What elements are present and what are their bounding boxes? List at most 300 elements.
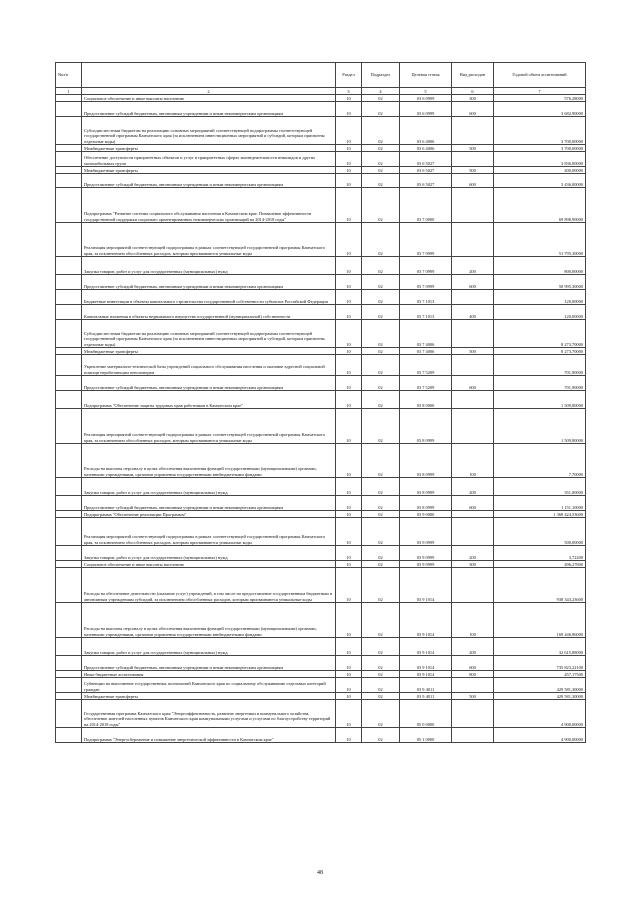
subsection-code: 02 <box>362 656 400 671</box>
section-code: 10 <box>336 496 362 511</box>
section-code: 10 <box>336 290 362 305</box>
column-number: 6 <box>452 88 494 95</box>
number-cell <box>56 561 82 568</box>
expense-type-code <box>452 728 494 743</box>
target-article-code: 03 6 5027 <box>400 152 452 167</box>
header-section: Раздел <box>336 63 362 88</box>
section-code: 10 <box>336 409 362 444</box>
target-article-code: 03 9 1014 <box>400 656 452 671</box>
subsection-code: 02 <box>362 95 400 102</box>
expense-type-code: 600 <box>452 174 494 188</box>
number-cell <box>56 174 82 188</box>
line-item-name: Закупка товаров, работ и услуг для государственных (муниципальных) нужд <box>82 546 336 561</box>
target-article-code: 03 8 0000 <box>400 391 452 409</box>
table-row <box>56 511 586 518</box>
target-article-code: 03 9 4011 <box>400 693 452 700</box>
target-article-code: 03 9 1014 <box>400 671 452 678</box>
target-article-code: 03 7 5209 <box>400 376 452 391</box>
section-code: 10 <box>336 678 362 693</box>
annual-amount: 7,70000 <box>494 444 586 478</box>
annual-amount: 701,90000 <box>494 376 586 391</box>
table-row <box>56 444 586 478</box>
table-row <box>56 728 586 743</box>
subsection-code: 02 <box>362 546 400 561</box>
target-article-code: 03 9 1014 <box>400 638 452 656</box>
number-cell <box>56 603 82 638</box>
section-code: 10 <box>336 275 362 290</box>
number-cell <box>56 656 82 671</box>
subsection-code: 02 <box>362 305 400 320</box>
line-item-name: Социальное обеспечение и иные выплаты населению <box>82 561 336 568</box>
table-row <box>56 546 586 561</box>
annual-amount: 500,00000 <box>494 518 586 546</box>
section-code: 10 <box>336 603 362 638</box>
section-code: 10 <box>336 656 362 671</box>
target-article-code: 03 6 0999 <box>400 102 452 117</box>
section-code: 10 <box>336 568 362 603</box>
column-number: 2 <box>82 88 336 95</box>
annual-amount: 169 446,96000 <box>494 603 586 638</box>
table-row <box>56 355 586 376</box>
target-article-code: 03 7 4006 <box>400 320 452 348</box>
subsection-code: 02 <box>362 391 400 409</box>
subsection-code: 02 <box>362 376 400 391</box>
expense-type-code: 400 <box>452 305 494 320</box>
target-article-code: 03 9 0999 <box>400 546 452 561</box>
expense-type-code <box>452 188 494 223</box>
target-article-code: 03 7 0999 <box>400 275 452 290</box>
section-code: 10 <box>336 95 362 102</box>
subsection-code: 02 <box>362 638 400 656</box>
target-article-code: 03 7 0999 <box>400 257 452 275</box>
line-item-name: Расходы на обеспечение деятельности (оказание услуг) учреждений, в том числе на предоставление государственным бюджетным и автономным учреждениям субсидий, за исключением обособленных расходов, которым присваиваются уникальные коды <box>82 568 336 603</box>
line-item-name: Закупка товаров, работ и услуг для государственных (муниципальных) нужд <box>82 638 336 656</box>
annual-amount: 800,00000 <box>494 257 586 275</box>
target-article-code: 03 8 0999 <box>400 409 452 444</box>
target-article-code: 03 6 5027 <box>400 174 452 188</box>
page-number: 48 <box>317 870 323 876</box>
subsection-code: 02 <box>362 355 400 376</box>
target-article-code: 03 6 4006 <box>400 117 452 145</box>
expense-type-code: 500 <box>452 167 494 174</box>
subsection-code: 02 <box>362 145 400 152</box>
expense-type-code <box>452 320 494 348</box>
target-article-code: 03 7 0000 <box>400 188 452 223</box>
table-row <box>56 603 586 638</box>
number-cell <box>56 546 82 561</box>
expense-type-code: 200 <box>452 478 494 496</box>
number-cell <box>56 496 82 511</box>
table-row <box>56 188 586 223</box>
section-code: 10 <box>336 700 362 728</box>
line-item-name: Расходы на выплаты персоналу в целях обеспечения выполнения функций государственными (муниципальными) органами, казенными учреждениями, органами управления государственными внебюджетными фондами <box>82 444 336 478</box>
annual-amount: 4 900,00000 <box>494 700 586 728</box>
annual-amount: 8 273,70000 <box>494 348 586 355</box>
table-row <box>56 478 586 496</box>
section-code: 10 <box>336 546 362 561</box>
header-amount: Годовой объем ассигнований <box>494 63 586 88</box>
line-item-name: Предоставление субсидий бюджетным, автономным учреждениям и иным некоммерческим организациям <box>82 376 336 391</box>
budget-rows <box>56 95 586 743</box>
header-expense-type: Вид расходов <box>452 63 494 88</box>
column-number: 5 <box>400 88 452 95</box>
annual-amount: 701,90000 <box>494 355 586 376</box>
subsection-code: 02 <box>362 257 400 275</box>
subsection-code: 02 <box>362 275 400 290</box>
line-item-name: Межбюджетные трансферты <box>82 145 336 152</box>
header-number: №п/п <box>56 63 82 88</box>
section-code: 10 <box>336 693 362 700</box>
number-cell <box>56 320 82 348</box>
number-cell <box>56 152 82 167</box>
column-number: 1 <box>56 88 82 95</box>
number-cell <box>56 167 82 174</box>
line-item-name: Предоставление субсидий бюджетным, автономным учреждениям и иным некоммерческим организациям <box>82 174 336 188</box>
expense-type-code <box>452 117 494 145</box>
subsection-code: 02 <box>362 678 400 693</box>
section-code: 10 <box>336 478 362 496</box>
annual-amount: 3 700,00000 <box>494 145 586 152</box>
line-item-name: Обеспечение доступности приоритетных объектов и услуг в приоритетных сферах жизнедеятельности инвалидов и других маломобильных групп <box>82 152 336 167</box>
table-row <box>56 561 586 568</box>
target-article-code: 03 9 4011 <box>400 678 452 693</box>
table-row <box>56 671 586 678</box>
annual-amount: 938 343,23600 <box>494 568 586 603</box>
line-item-name: Субвенции на выполнение государственных полномочий Камчатского края по социальному обслуживанию отдельных категорий граждан <box>82 678 336 693</box>
number-cell <box>56 671 82 678</box>
expense-type-code: 200 <box>452 638 494 656</box>
section-code: 10 <box>336 671 362 678</box>
number-cell <box>56 145 82 152</box>
number-cell <box>56 376 82 391</box>
table-row <box>56 102 586 117</box>
annual-amount: 32 615,88000 <box>494 638 586 656</box>
section-code: 10 <box>336 518 362 546</box>
annual-amount: 120,00000 <box>494 290 586 305</box>
target-article-code: 03 8 0999 <box>400 478 452 496</box>
number-cell <box>56 511 82 518</box>
line-item-name: Межбюджетные трансферты <box>82 348 336 355</box>
annual-amount: 429 581,30000 <box>494 678 586 693</box>
target-article-code: 03 6 0999 <box>400 95 452 102</box>
line-item-name: Реализация мероприятий соответствующей подпрограммы в рамках соответствующей государственной программы Камчатского края, за исключением обособленных расходов, которым присваиваются уникальные коды <box>82 518 336 546</box>
line-item-name: Закупка товаров, работ и услуг для государственных (муниципальных) нужд <box>82 478 336 496</box>
subsection-code: 02 <box>362 102 400 117</box>
expense-type-code <box>452 290 494 305</box>
budget-table <box>55 62 586 743</box>
section-code: 10 <box>336 223 362 257</box>
target-article-code: 03 7 0999 <box>400 223 452 257</box>
table-row <box>56 409 586 444</box>
expense-type-code <box>452 355 494 376</box>
expense-type-code: 100 <box>452 603 494 638</box>
section-code: 10 <box>336 320 362 348</box>
line-item-name: Реализация мероприятий соответствующей подпрограммы в рамках соответствующей государственной программы Камчатского края, за исключением обособленных расходов, которым присваиваются уникальные коды <box>82 409 336 444</box>
subsection-code: 02 <box>362 152 400 167</box>
number-cell <box>56 275 82 290</box>
expense-type-code: 300 <box>452 561 494 568</box>
section-code: 10 <box>336 174 362 188</box>
header-name <box>82 63 336 88</box>
line-item-name: Реализация мероприятий соответствующей подпрограммы в рамках соответствующей государственной программы Камчатского края, за исключением обособленных расходов, которым присваиваются уникальные коды <box>82 223 336 257</box>
table-row <box>56 174 586 188</box>
subsection-code: 02 <box>362 568 400 603</box>
line-item-name: Подпрограмма "Энергосбережение и повышение энергетической эффективности в Камчатском крае" <box>82 728 336 743</box>
expense-type-code: 600 <box>452 376 494 391</box>
target-article-code: 03 6 5027 <box>400 167 452 174</box>
section-code: 10 <box>336 355 362 376</box>
expense-type-code: 600 <box>452 656 494 671</box>
line-item-name: Государственная программа Камчатского края "Энергоэффективность, развитие энергетики и коммунального хозяйства, обеспечение жителей населенных пунктов Камчатского края коммунальными услугами и услугами по благоустройству территорий на 2014-2018 годы" <box>82 700 336 728</box>
number-cell <box>56 409 82 444</box>
line-item-name: Межбюджетные трансферты <box>82 693 336 700</box>
section-code: 10 <box>336 145 362 152</box>
annual-amount: 1 151,10000 <box>494 496 586 511</box>
header-row <box>56 63 586 88</box>
number-cell <box>56 638 82 656</box>
annual-amount: 1 368 424,53600 <box>494 511 586 518</box>
annual-amount: 3 682,90000 <box>494 102 586 117</box>
column-number: 3 <box>336 88 362 95</box>
line-item-name: Расходы на выплаты персоналу в целях обеспечения выполнения функций государственными (муниципальными) органами, казенными учреждениями, органами управления государственными внебюджетными фондами <box>82 603 336 638</box>
subsection-code: 02 <box>362 117 400 145</box>
target-article-code: 03 9 1014 <box>400 603 452 638</box>
number-cell <box>56 478 82 496</box>
expense-type-code: 500 <box>452 145 494 152</box>
table-row <box>56 305 586 320</box>
expense-type-code <box>452 391 494 409</box>
number-cell <box>56 257 82 275</box>
subsection-code: 02 <box>362 290 400 305</box>
target-article-code: 03 9 0999 <box>400 518 452 546</box>
table-row <box>56 145 586 152</box>
line-item-name: Предоставление субсидий бюджетным, автономным учреждениям и иным некоммерческим организациям <box>82 496 336 511</box>
number-cell <box>56 290 82 305</box>
annual-amount: 3 836,00000 <box>494 152 586 167</box>
section-code: 10 <box>336 117 362 145</box>
table-row <box>56 223 586 257</box>
section-code: 10 <box>336 188 362 223</box>
line-item-name: Подпрограмма "Обеспечение реализации Программы" <box>82 511 336 518</box>
line-item-name: Социальное обеспечение и иные выплаты населению <box>82 95 336 102</box>
number-cell <box>56 223 82 257</box>
number-cell <box>56 444 82 478</box>
table-row <box>56 290 586 305</box>
number-cell <box>56 700 82 728</box>
number-cell <box>56 568 82 603</box>
annual-amount: 1 509,80000 <box>494 409 586 444</box>
annual-amount: 457,17500 <box>494 671 586 678</box>
annual-amount: 1 509,80000 <box>494 391 586 409</box>
table-row <box>56 275 586 290</box>
section-code: 10 <box>336 305 362 320</box>
annual-amount: 50 995,30000 <box>494 275 586 290</box>
subsection-code: 02 <box>362 728 400 743</box>
subsection-code: 02 <box>362 444 400 478</box>
section-code: 10 <box>336 511 362 518</box>
table-row <box>56 678 586 693</box>
expense-type-code <box>452 511 494 518</box>
target-article-code: 03 7 4006 <box>400 348 452 355</box>
target-article-code: 05 1 0000 <box>400 728 452 743</box>
annual-amount: 429 581,30000 <box>494 693 586 700</box>
number-cell <box>56 678 82 693</box>
target-article-code: 03 6 4006 <box>400 145 452 152</box>
table-row <box>56 700 586 728</box>
annual-amount: 576,28000 <box>494 95 586 102</box>
subsection-code: 02 <box>362 496 400 511</box>
subsection-code: 02 <box>362 223 400 257</box>
line-item-name: Предоставление субсидий бюджетным, автономным учреждениям и иным некоммерческим организациям <box>82 656 336 671</box>
section-code: 10 <box>336 257 362 275</box>
line-item-name: Иные бюджетные ассигнования <box>82 671 336 678</box>
annual-amount: 4 900,00000 <box>494 728 586 743</box>
target-article-code: 03 9 1014 <box>400 568 452 603</box>
subsection-code: 02 <box>362 518 400 546</box>
annual-amount: 120,00000 <box>494 305 586 320</box>
line-item-name: Закупка товаров, работ и услуг для государственных (муниципальных) нужд <box>82 257 336 275</box>
expense-type-code: 200 <box>452 257 494 275</box>
expense-type-code: 800 <box>452 671 494 678</box>
number-cell <box>56 728 82 743</box>
expense-type-code: 300 <box>452 95 494 102</box>
section-code: 10 <box>336 638 362 656</box>
expense-type-code <box>452 223 494 257</box>
section-code: 10 <box>336 376 362 391</box>
line-item-name: Подпрограмма "Обеспечение защиты трудовых прав работников в Камчатском крае" <box>82 391 336 409</box>
expense-type-code <box>452 152 494 167</box>
annual-amount: 735 823,22100 <box>494 656 586 671</box>
number-cell <box>56 117 82 145</box>
expense-type-code <box>452 518 494 546</box>
annual-amount: 8 273,70000 <box>494 320 586 348</box>
subsection-code: 02 <box>362 409 400 444</box>
section-code: 10 <box>336 167 362 174</box>
table-row <box>56 348 586 355</box>
section-code: 10 <box>336 348 362 355</box>
table-row <box>56 320 586 348</box>
expense-type-code: 600 <box>452 102 494 117</box>
table-row <box>56 257 586 275</box>
annual-amount: 3 436,00000 <box>494 174 586 188</box>
section-code: 10 <box>336 152 362 167</box>
target-article-code: 03 7 5209 <box>400 355 452 376</box>
subsection-code: 02 <box>362 188 400 223</box>
table-row <box>56 95 586 102</box>
column-number: 4 <box>362 88 400 95</box>
section-code: 10 <box>336 561 362 568</box>
section-code: 10 <box>336 728 362 743</box>
number-cell <box>56 355 82 376</box>
subsection-code: 02 <box>362 511 400 518</box>
line-item-name: Укрепление материально-технической базы учреждений социального обслуживания населения и оказание адресной социальной помощи неработающим пенсионерам <box>82 355 336 376</box>
column-number-row <box>56 88 586 95</box>
expense-type-code: 100 <box>452 444 494 478</box>
target-article-code: 03 8 0999 <box>400 496 452 511</box>
table-row <box>56 518 586 546</box>
number-cell <box>56 305 82 320</box>
budget-document <box>55 62 585 743</box>
line-item-name: Субсидии местным бюджетам на реализацию основных мероприятий соответствующей подпрограммы соответствующей государственной программы Камчатского края (за исключением инвестиционных мероприятий и субсидий, которым присвоены отдельные коды) <box>82 320 336 348</box>
annual-amount: 51 795,30000 <box>494 223 586 257</box>
expense-type-code: 500 <box>452 693 494 700</box>
number-cell <box>56 188 82 223</box>
number-cell <box>56 102 82 117</box>
line-item-name: Предоставление субсидий бюджетным, автономным учреждениям и иным некоммерческим организациям <box>82 102 336 117</box>
expense-type-code <box>452 409 494 444</box>
annual-amount: 3,72200 <box>494 546 586 561</box>
column-number: 7 <box>494 88 586 95</box>
expense-type-code: 500 <box>452 348 494 355</box>
subsection-code: 02 <box>362 478 400 496</box>
subsection-code: 02 <box>362 167 400 174</box>
number-cell <box>56 518 82 546</box>
subsection-code: 02 <box>362 700 400 728</box>
target-article-code: 03 9 0999 <box>400 561 452 568</box>
expense-type-code: 600 <box>452 496 494 511</box>
subsection-code: 02 <box>362 348 400 355</box>
table-row <box>56 167 586 174</box>
subsection-code: 02 <box>362 174 400 188</box>
header-subsection: Подраздел <box>362 63 400 88</box>
table-row <box>56 496 586 511</box>
number-cell <box>56 693 82 700</box>
subsection-code: 02 <box>362 561 400 568</box>
subsection-code: 02 <box>362 320 400 348</box>
section-code: 10 <box>336 444 362 478</box>
table-row <box>56 391 586 409</box>
annual-amount: 496,27800 <box>494 561 586 568</box>
expense-type-code: 600 <box>452 275 494 290</box>
expense-type-code <box>452 568 494 603</box>
table-row <box>56 638 586 656</box>
section-code: 10 <box>336 391 362 409</box>
target-article-code: 03 7 1013 <box>400 305 452 320</box>
number-cell <box>56 391 82 409</box>
table-row <box>56 152 586 167</box>
line-item-name: Бюджетные инвестиции в объекты капитального строительства государственной собственности субъектов Российской Федерации <box>82 290 336 305</box>
target-article-code: 03 9 0000 <box>400 511 452 518</box>
table-row <box>56 656 586 671</box>
subsection-code: 02 <box>362 693 400 700</box>
section-code: 10 <box>336 102 362 117</box>
header-target: Целевая статья <box>400 63 452 88</box>
expense-type-code <box>452 700 494 728</box>
expense-type-code <box>452 678 494 693</box>
target-article-code: 03 7 1013 <box>400 290 452 305</box>
line-item-name: Подпрограмма "Развитие системы социального обслуживания населения в Камчатском крае. Повышение эффективности государственной поддержки социально ориентированных некоммерческих организаций на 2014-2018 годы" <box>82 188 336 223</box>
table-row <box>56 376 586 391</box>
line-item-name: Межбюджетные трансферты <box>82 167 336 174</box>
line-item-name: Предоставление субсидий бюджетным, автономным учреждениям и иным некоммерческим организациям <box>82 275 336 290</box>
expense-type-code: 200 <box>452 546 494 561</box>
subsection-code: 02 <box>362 603 400 638</box>
annual-amount: 351,00000 <box>494 478 586 496</box>
number-cell <box>56 95 82 102</box>
line-item-name: Капитальные вложения в объекты недвижимого имущества государственной (муниципальной) собственности <box>82 305 336 320</box>
annual-amount: 3 700,00000 <box>494 117 586 145</box>
target-article-code: 05 0 0000 <box>400 700 452 728</box>
line-item-name: Субсидии местным бюджетам на реализацию основных мероприятий соответствующей подпрограммы соответствующей государственной программы Камчатского края (за исключением инвестиционных мероприятий и субсидий, которым присвоены отдельные коды) <box>82 117 336 145</box>
target-article-code: 03 8 0999 <box>400 444 452 478</box>
table-row <box>56 568 586 603</box>
annual-amount: 400,00000 <box>494 167 586 174</box>
table-row <box>56 693 586 700</box>
annual-amount: 69 898,90000 <box>494 188 586 223</box>
number-cell <box>56 348 82 355</box>
subsection-code: 02 <box>362 671 400 678</box>
table-row <box>56 117 586 145</box>
